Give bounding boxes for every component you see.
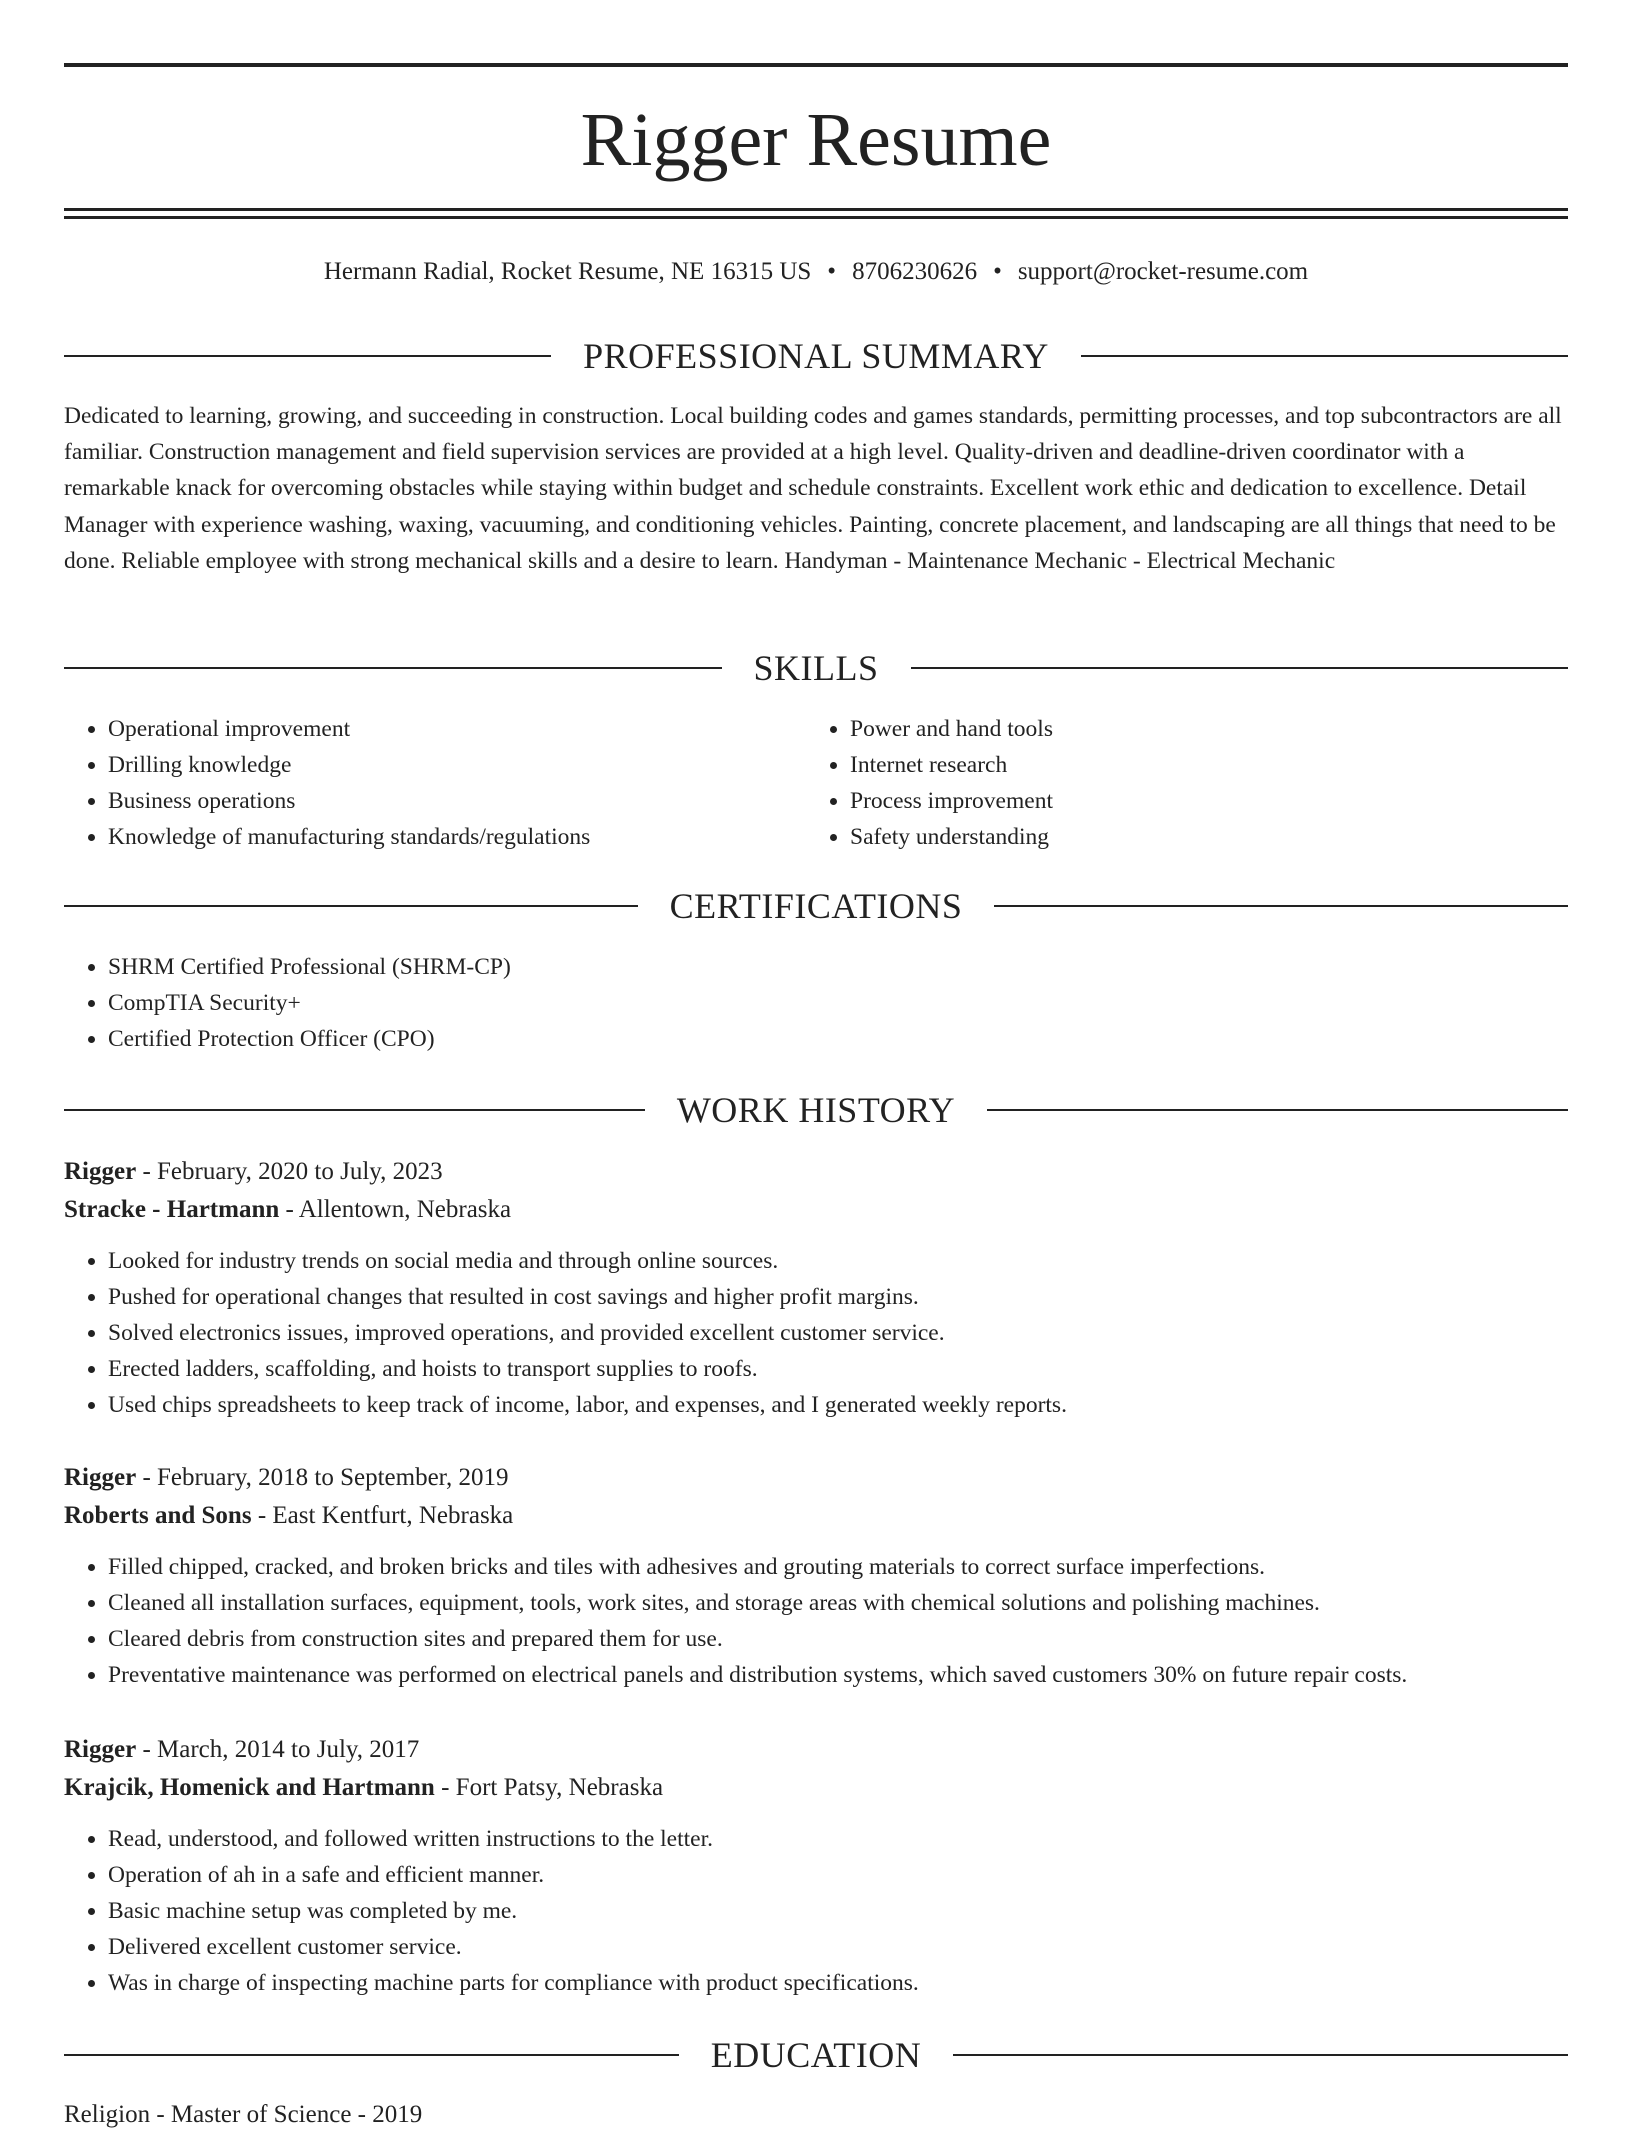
section-rule <box>987 1109 1568 1111</box>
job-duty: • Erected ladders, scaffolding, and hoists to transport supplies to roofs. <box>108 1351 1568 1387</box>
contact-phone: 8706230626 <box>852 258 978 285</box>
skill-item: • Process improvement <box>850 783 1548 819</box>
job-company: Stracke - Hartmann <box>64 1196 280 1223</box>
job-title: Rigger <box>64 1736 137 1763</box>
skill-item: • Drilling knowledge <box>108 747 806 783</box>
job-duty: • Operation of ah in a safe and efficient manner. <box>108 1857 1568 1893</box>
job-duty: • Preventative maintenance was performed on electrical panels and distribution systems, which saved customers 30% on future repair costs. <box>108 1657 1568 1693</box>
skill-item: • Operational improvement <box>108 711 806 747</box>
section-rule <box>64 905 638 907</box>
contact-address: Hermann Radial, Rocket Resume, NE 16315 US <box>323 258 812 285</box>
job-entry <box>64 1153 1568 1423</box>
page-title: Rigger Resume <box>580 98 1052 182</box>
job-location: - Allentown, Nebraska <box>279 1196 512 1223</box>
job-duty: • Read, understood, and followed written instructions to the letter. <box>108 1821 1568 1857</box>
job-duty: • Cleaned all installation surfaces, equipment, tools, work sites, and storage areas with chemical solutions and polishing machines. <box>108 1585 1568 1621</box>
section-title-certifications: CERTIFICATIONS <box>669 886 963 926</box>
top-rule <box>64 63 1568 67</box>
job-duty: • Delivered excellent customer service. <box>108 1929 1568 1965</box>
job-entry <box>64 1459 1568 1693</box>
section-header-education <box>64 2033 1568 2077</box>
certifications-list <box>64 949 1568 1057</box>
section-header-certifications <box>64 884 1568 928</box>
job-location: - Fort Patsy, Nebraska <box>434 1774 664 1801</box>
job-title-line <box>64 1731 1568 1769</box>
contact-separator: • <box>827 258 837 285</box>
job-duty: • Filled chipped, cracked, and broken bricks and tiles with adhesives and grouting materials to correct surface imperfections. <box>108 1549 1568 1585</box>
summary-text: Dedicated to learning, growing, and succeeding in construction. Local building codes and games standards, permitting processes, and top subcontractors are all familiar. Construction management and field supervision services are provided at a high level. Quality-driven and deadline-driven coordinator with a remarkable knack for overcoming obstacles while staying within budget and schedule constraints. Excellent work ethic and dedication to excellence. Detail Manager with experience washing, waxing, vacuuming, and conditioning vehicles. Painting, concrete placement, and landscaping are all things that need to be done. Reliable employee with strong mechanical skills and a desire to learn. Handyman - Maintenance Mechanic - Electrical Mechanic <box>64 403 1562 574</box>
section-rule <box>1081 355 1568 357</box>
job-duty: • Used chips spreadsheets to keep track of income, labor, and expenses, and I generated weekly reports. <box>108 1387 1568 1423</box>
skill-item: • Internet research <box>850 747 1548 783</box>
skill-item: • Safety understanding <box>850 819 1548 855</box>
section-rule <box>64 667 722 669</box>
job-duties <box>64 1549 1568 1693</box>
section-header-summary <box>64 334 1568 378</box>
education-entry: Religion - Master of Science - 2019 <box>64 2101 423 2128</box>
job-title: Rigger <box>64 1464 137 1491</box>
job-dates: - February, 2018 to September, 2019 <box>136 1464 509 1491</box>
job-company-line <box>64 1191 1568 1229</box>
section-header-work-history <box>64 1088 1568 1132</box>
job-company: Roberts and Sons <box>64 1502 252 1529</box>
section-rule <box>994 905 1568 907</box>
skills-column-left <box>64 711 806 855</box>
job-duty: • Looked for industry trends on social media and through online sources. <box>108 1243 1568 1279</box>
skills-list <box>64 711 1568 855</box>
title-rule-lower <box>64 216 1568 219</box>
section-title-summary: PROFESSIONAL SUMMARY <box>583 336 1049 376</box>
section-title-education: EDUCATION <box>710 2035 922 2075</box>
contact-email: support@rocket-resume.com <box>1017 258 1309 285</box>
job-duty: • Solved electronics issues, improved operations, and provided excellent customer service. <box>108 1315 1568 1351</box>
job-dates: - February, 2020 to July, 2023 <box>136 1158 443 1185</box>
section-header-skills <box>64 646 1568 690</box>
certification-item: • CompTIA Security+ <box>108 985 1568 1021</box>
job-title-line <box>64 1459 1568 1497</box>
job-company-line <box>64 1497 1568 1535</box>
job-title: Rigger <box>64 1158 137 1185</box>
job-dates: - March, 2014 to July, 2017 <box>136 1736 420 1763</box>
job-company-line <box>64 1769 1568 1807</box>
job-duties <box>64 1821 1568 2001</box>
contact-line <box>64 254 1568 290</box>
section-rule <box>64 355 551 357</box>
title-rule-upper <box>64 208 1568 211</box>
job-duty: • Basic machine setup was completed by me. <box>108 1893 1568 1929</box>
certification-item: • Certified Protection Officer (CPO) <box>108 1021 1568 1057</box>
skill-item: • Knowledge of manufacturing standards/regulations <box>108 819 806 855</box>
certification-item: • SHRM Certified Professional (SHRM-CP) <box>108 949 1568 985</box>
section-rule <box>64 1109 645 1111</box>
job-location: - East Kentfurt, Nebraska <box>251 1502 514 1529</box>
job-entry <box>64 1731 1568 2001</box>
section-title-skills: SKILLS <box>753 648 879 688</box>
section-rule <box>64 2054 679 2056</box>
job-duty: • Pushed for operational changes that resulted in cost savings and higher profit margins. <box>108 1279 1568 1315</box>
section-rule <box>911 667 1569 669</box>
contact-separator: • <box>993 258 1002 285</box>
section-rule <box>953 2054 1568 2056</box>
skills-column-right <box>806 711 1548 855</box>
skill-item: • Business operations <box>108 783 806 819</box>
job-duty: • Cleared debris from construction sites and prepared them for use. <box>108 1621 1568 1657</box>
job-duties <box>64 1243 1568 1423</box>
job-company: Krajcik, Homenick and Hartmann <box>64 1774 435 1801</box>
job-duty: • Was in charge of inspecting machine parts for compliance with product specifications. <box>108 1965 1568 2001</box>
section-title-work-history: WORK HISTORY <box>676 1090 956 1130</box>
skill-item: • Power and hand tools <box>850 711 1548 747</box>
job-title-line <box>64 1153 1568 1191</box>
